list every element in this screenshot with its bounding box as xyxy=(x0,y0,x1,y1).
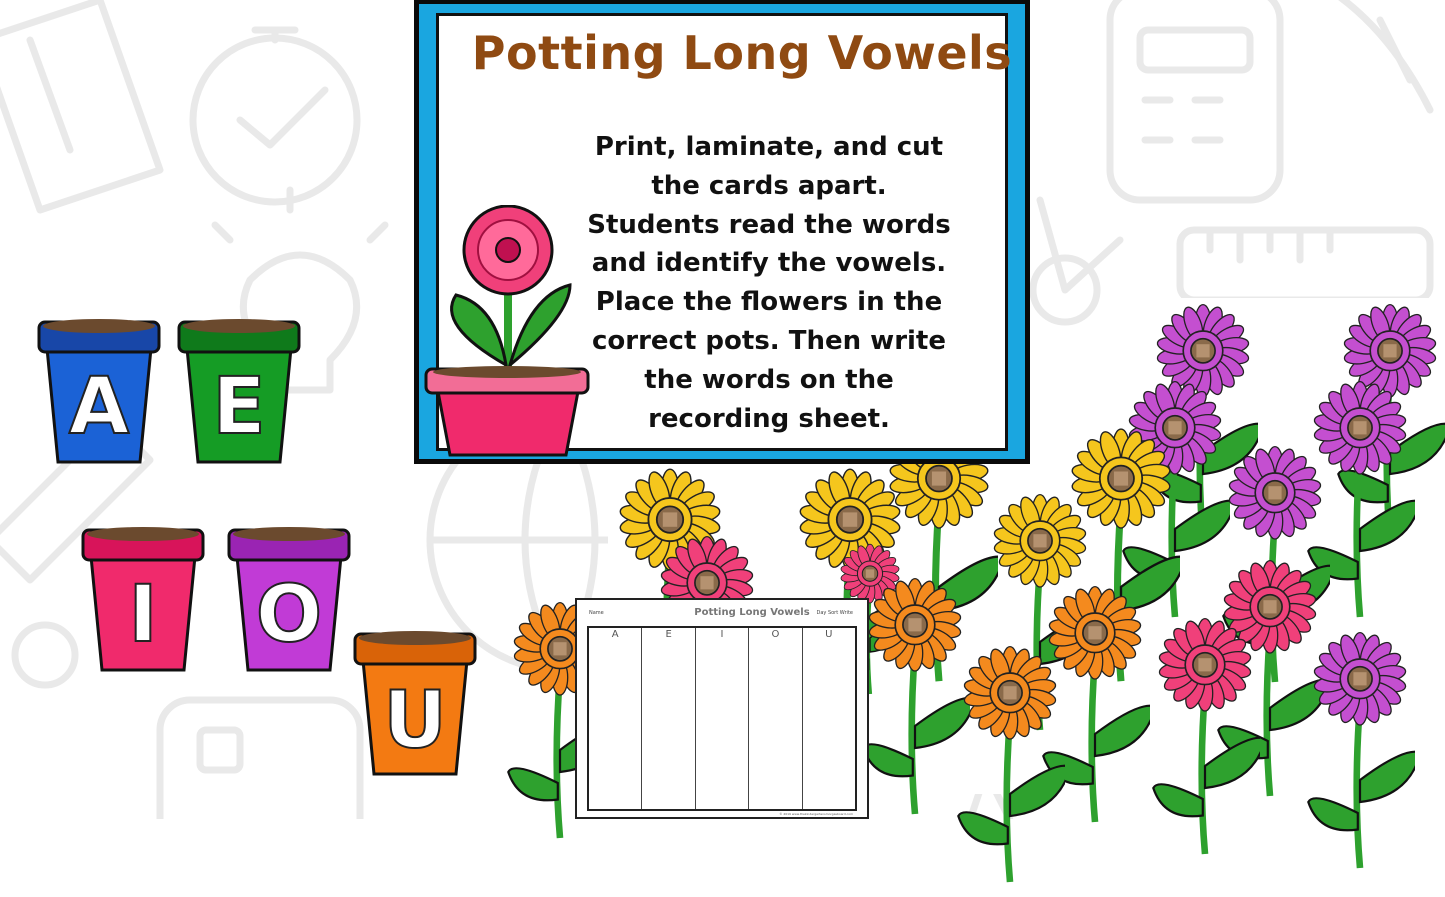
ruler-icon xyxy=(1180,230,1430,300)
instruction-line: correct pots. Then write xyxy=(591,325,946,356)
sheet-footer: © 2019 www.thekindergartensmorgasboard.com xyxy=(779,812,853,816)
pot-e[interactable] xyxy=(176,312,302,464)
flower-icon xyxy=(1150,612,1260,865)
instruction-line: and identify the vowels. xyxy=(591,248,947,279)
sheet-name-label: Name xyxy=(589,610,604,616)
scissors-icon xyxy=(1033,200,1120,322)
calculator-icon xyxy=(1110,0,1280,200)
robot-icon xyxy=(903,613,927,637)
instruction-line: the words on the xyxy=(644,364,894,395)
sheet-column-i: I xyxy=(696,628,749,809)
rock-icon xyxy=(1193,653,1217,677)
potion-icon xyxy=(657,506,683,532)
card-instructions xyxy=(579,128,959,438)
instruction-line: recording sheet. xyxy=(648,403,890,434)
pot-u-letter: U xyxy=(383,676,447,766)
instruction-line: Print, laminate, and cut xyxy=(594,132,944,162)
horse-icon xyxy=(1378,339,1402,363)
hedgehog-icon xyxy=(1028,529,1052,553)
pot-o-letter: O xyxy=(255,570,323,660)
potted-flower-icon xyxy=(422,205,592,460)
suitcase-icon xyxy=(1258,595,1282,619)
recording-sheet xyxy=(575,598,869,819)
typewriter-icon xyxy=(695,571,719,595)
test-tube-icon xyxy=(1191,339,1215,363)
notebook-icon xyxy=(0,0,160,210)
pot-i[interactable] xyxy=(80,520,206,672)
instruction-line: the cards apart. xyxy=(651,170,887,201)
flower-icon xyxy=(860,572,970,825)
flower-card-sun[interactable] xyxy=(1305,626,1415,879)
pot-o[interactable] xyxy=(226,520,352,672)
pot-a-letter: A xyxy=(68,362,130,452)
sheet-table xyxy=(587,626,857,811)
treasure-icon xyxy=(998,681,1022,705)
sheet-column-e: E xyxy=(642,628,695,809)
gorilla-icon xyxy=(1083,621,1107,645)
violin-icon xyxy=(1348,416,1372,440)
sheet-column-o: O xyxy=(749,628,802,809)
pot-e-letter: E xyxy=(212,362,266,452)
sheet-score-label: Day Sort Write xyxy=(816,610,853,616)
sheet-column-u: U xyxy=(825,629,833,640)
sheet-title: Potting Long Vowels xyxy=(694,607,810,618)
clock-icon xyxy=(1263,481,1287,505)
backpack-icon xyxy=(160,700,360,819)
instruction-line: Place the flowers in the xyxy=(595,287,943,318)
flower-icon xyxy=(1305,626,1415,879)
book-icon xyxy=(1330,0,1430,110)
leaf-icon xyxy=(1108,466,1134,492)
pot-a[interactable] xyxy=(36,312,162,464)
instruction-line: Students read the words xyxy=(587,209,951,240)
grapes-icon xyxy=(926,466,952,492)
instruction-card xyxy=(414,0,1030,464)
sandwich-icon xyxy=(837,506,863,532)
pot-i-letter: I xyxy=(128,570,158,660)
sun-icon xyxy=(1348,667,1372,691)
sheet-column-a: A xyxy=(589,628,642,809)
card-title: Potting Long Vowels xyxy=(471,26,1013,80)
flower-card-treasure[interactable] xyxy=(955,640,1065,893)
pot-u[interactable] xyxy=(352,624,478,776)
flower-icon xyxy=(955,640,1065,893)
cone-icon xyxy=(548,637,572,661)
flower-card-robot[interactable] xyxy=(860,572,970,825)
flower-card-rock[interactable] xyxy=(1150,612,1260,865)
stopwatch-icon xyxy=(193,30,357,202)
